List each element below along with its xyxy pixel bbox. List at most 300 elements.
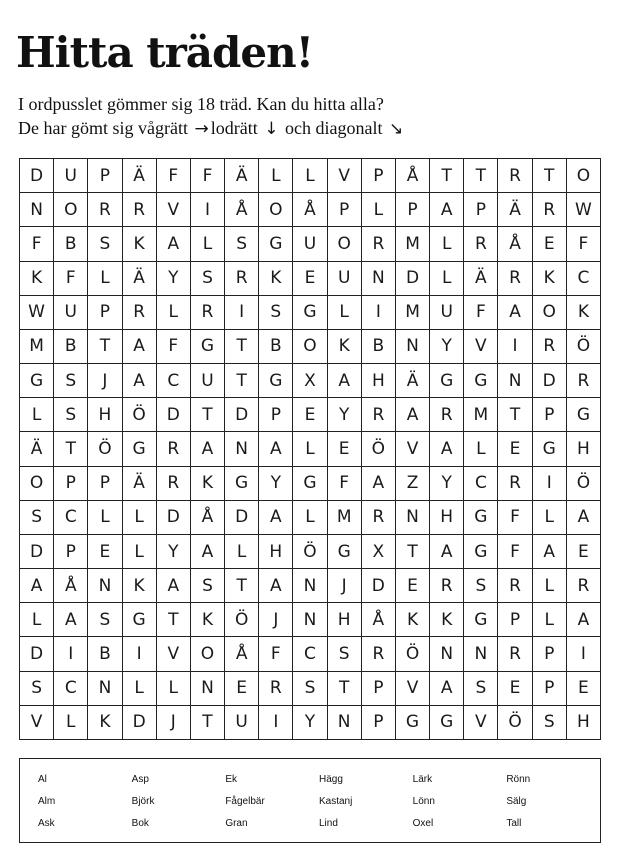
grid-cell[interactable]: X bbox=[293, 364, 327, 398]
grid-cell[interactable]: G bbox=[123, 603, 157, 637]
grid-cell[interactable]: G bbox=[430, 706, 464, 740]
grid-cell[interactable]: C bbox=[54, 672, 88, 706]
grid-cell[interactable]: G bbox=[464, 535, 498, 569]
grid-cell[interactable]: T bbox=[191, 398, 225, 432]
grid-cell[interactable]: A bbox=[157, 569, 191, 603]
grid-cell[interactable]: E bbox=[498, 672, 532, 706]
grid-cell[interactable]: G bbox=[191, 330, 225, 364]
grid-cell[interactable]: V bbox=[157, 193, 191, 227]
grid-cell[interactable]: R bbox=[498, 569, 532, 603]
word-list-item: Hägg bbox=[318, 773, 343, 785]
grid-cell[interactable]: L bbox=[88, 501, 122, 535]
grid-cell[interactable]: C bbox=[567, 262, 601, 296]
grid-cell[interactable]: Ö bbox=[498, 706, 532, 740]
grid-cell[interactable]: U bbox=[328, 262, 362, 296]
grid-cell[interactable]: I bbox=[225, 296, 259, 330]
grid-cell[interactable]: H bbox=[430, 501, 464, 535]
grid-cell[interactable]: F bbox=[191, 159, 225, 193]
grid-cell[interactable]: L bbox=[20, 398, 54, 432]
grid-cell[interactable]: W bbox=[20, 296, 54, 330]
grid-cell[interactable]: L bbox=[157, 672, 191, 706]
grid-cell[interactable]: K bbox=[430, 603, 464, 637]
grid-cell[interactable]: B bbox=[54, 330, 88, 364]
grid-cell[interactable]: V bbox=[20, 706, 54, 740]
grid-cell[interactable]: A bbox=[123, 330, 157, 364]
grid-cell[interactable]: E bbox=[533, 227, 567, 261]
grid-cell[interactable]: A bbox=[567, 603, 601, 637]
arrow-right-icon: → bbox=[194, 119, 209, 139]
letter-grid bbox=[19, 158, 601, 740]
grid-cell[interactable]: A bbox=[533, 535, 567, 569]
grid-cell[interactable]: F bbox=[259, 637, 293, 671]
grid-cell[interactable]: Å bbox=[293, 193, 327, 227]
grid-cell[interactable]: N bbox=[293, 603, 327, 637]
grid-cell[interactable]: Y bbox=[293, 706, 327, 740]
grid-cell[interactable]: S bbox=[20, 501, 54, 535]
grid-cell[interactable]: R bbox=[191, 296, 225, 330]
grid-cell[interactable]: Y bbox=[430, 330, 464, 364]
grid-cell[interactable]: R bbox=[498, 159, 532, 193]
grid-cell[interactable]: J bbox=[259, 603, 293, 637]
grid-cell[interactable]: V bbox=[464, 330, 498, 364]
grid-cell[interactable]: T bbox=[225, 569, 259, 603]
grid-cell[interactable]: W bbox=[567, 193, 601, 227]
grid-cell[interactable]: L bbox=[533, 569, 567, 603]
grid-cell[interactable]: K bbox=[259, 262, 293, 296]
grid-cell[interactable]: N bbox=[225, 432, 259, 466]
grid-cell[interactable]: O bbox=[191, 637, 225, 671]
grid-cell[interactable]: L bbox=[225, 535, 259, 569]
word-list-item: Kastanj bbox=[318, 795, 353, 807]
grid-cell[interactable]: Ä bbox=[464, 262, 498, 296]
grid-cell[interactable]: R bbox=[157, 432, 191, 466]
word-list bbox=[19, 758, 601, 843]
grid-cell[interactable]: N bbox=[396, 330, 430, 364]
grid-cell[interactable]: Y bbox=[157, 535, 191, 569]
grid-cell[interactable]: J bbox=[328, 569, 362, 603]
grid-cell[interactable]: A bbox=[123, 364, 157, 398]
grid-cell[interactable]: D bbox=[20, 637, 54, 671]
grid-cell[interactable]: T bbox=[328, 672, 362, 706]
grid-cell[interactable]: G bbox=[533, 432, 567, 466]
grid-cell[interactable]: R bbox=[259, 672, 293, 706]
grid-cell[interactable]: S bbox=[464, 569, 498, 603]
grid-cell[interactable]: R bbox=[498, 262, 532, 296]
grid-cell[interactable]: I bbox=[498, 330, 532, 364]
grid-cell[interactable]: K bbox=[567, 296, 601, 330]
grid-cell[interactable]: I bbox=[54, 637, 88, 671]
grid-cell[interactable]: F bbox=[464, 296, 498, 330]
grid-cell[interactable]: C bbox=[54, 501, 88, 535]
grid-cell[interactable]: Ä bbox=[123, 159, 157, 193]
grid-cell[interactable]: M bbox=[396, 296, 430, 330]
grid-cell[interactable]: K bbox=[20, 262, 54, 296]
grid-cell[interactable]: O bbox=[259, 193, 293, 227]
grid-cell[interactable]: G bbox=[123, 432, 157, 466]
grid-cell[interactable]: K bbox=[123, 227, 157, 261]
grid-cell[interactable]: Y bbox=[328, 398, 362, 432]
grid-cell[interactable]: N bbox=[88, 672, 122, 706]
grid-cell[interactable]: I bbox=[123, 637, 157, 671]
grid-cell[interactable]: G bbox=[567, 398, 601, 432]
grid-cell[interactable]: O bbox=[20, 467, 54, 501]
grid-cell[interactable]: T bbox=[54, 432, 88, 466]
grid-cell[interactable]: R bbox=[498, 637, 532, 671]
grid-cell[interactable]: A bbox=[157, 227, 191, 261]
grid-cell[interactable]: L bbox=[259, 159, 293, 193]
grid-cell[interactable]: Ä bbox=[225, 159, 259, 193]
grid-cell[interactable]: A bbox=[430, 193, 464, 227]
grid-cell[interactable]: B bbox=[54, 227, 88, 261]
grid-cell[interactable]: S bbox=[293, 672, 327, 706]
grid-cell[interactable]: N bbox=[191, 672, 225, 706]
grid-cell[interactable]: E bbox=[293, 262, 327, 296]
grid-cell[interactable]: A bbox=[54, 603, 88, 637]
grid-cell[interactable]: Ö bbox=[88, 432, 122, 466]
grid-cell[interactable]: J bbox=[88, 364, 122, 398]
grid-cell[interactable]: L bbox=[157, 296, 191, 330]
grid-cell[interactable]: P bbox=[54, 535, 88, 569]
grid-cell[interactable]: C bbox=[464, 467, 498, 501]
grid-cell[interactable]: I bbox=[533, 467, 567, 501]
grid-cell[interactable]: D bbox=[157, 398, 191, 432]
grid-cell[interactable]: P bbox=[464, 193, 498, 227]
grid-cell[interactable]: Ö bbox=[362, 432, 396, 466]
grid-cell[interactable]: R bbox=[533, 193, 567, 227]
grid-cell[interactable]: A bbox=[430, 535, 464, 569]
grid-cell[interactable]: L bbox=[293, 501, 327, 535]
grid-cell[interactable]: Ö bbox=[225, 603, 259, 637]
word-list-item: Asp bbox=[131, 773, 149, 785]
grid-cell[interactable]: G bbox=[328, 535, 362, 569]
grid-cell[interactable]: S bbox=[88, 603, 122, 637]
grid-cell[interactable]: G bbox=[464, 603, 498, 637]
grid-cell[interactable]: N bbox=[498, 364, 532, 398]
grid-cell[interactable]: A bbox=[259, 432, 293, 466]
grid-cell[interactable]: X bbox=[362, 535, 396, 569]
grid-cell[interactable]: H bbox=[567, 706, 601, 740]
grid-cell[interactable]: S bbox=[54, 398, 88, 432]
grid-cell[interactable]: L bbox=[54, 706, 88, 740]
grid-cell[interactable]: S bbox=[259, 296, 293, 330]
grid-cell[interactable]: K bbox=[88, 706, 122, 740]
word-list-item: Lärk bbox=[412, 773, 433, 785]
grid-cell[interactable]: K bbox=[396, 603, 430, 637]
grid-cell[interactable]: N bbox=[293, 569, 327, 603]
grid-cell[interactable]: S bbox=[88, 227, 122, 261]
grid-cell[interactable]: V bbox=[157, 637, 191, 671]
grid-cell[interactable]: N bbox=[362, 262, 396, 296]
grid-cell[interactable]: R bbox=[464, 227, 498, 261]
grid-cell[interactable]: D bbox=[225, 398, 259, 432]
grid-cell[interactable]: F bbox=[157, 159, 191, 193]
grid-cell[interactable]: Ä bbox=[123, 262, 157, 296]
grid-cell[interactable]: S bbox=[225, 227, 259, 261]
grid-cell[interactable]: M bbox=[20, 330, 54, 364]
grid-cell[interactable]: Ä bbox=[20, 432, 54, 466]
grid-cell[interactable]: U bbox=[191, 364, 225, 398]
grid-cell[interactable]: P bbox=[259, 398, 293, 432]
grid-cell[interactable]: L bbox=[430, 262, 464, 296]
grid-cell[interactable]: B bbox=[88, 637, 122, 671]
grid-cell[interactable]: H bbox=[88, 398, 122, 432]
grid-cell[interactable]: R bbox=[567, 364, 601, 398]
grid-cell[interactable]: I bbox=[567, 637, 601, 671]
grid-cell[interactable]: A bbox=[191, 432, 225, 466]
grid-cell[interactable]: H bbox=[328, 603, 362, 637]
grid-cell[interactable]: L bbox=[123, 672, 157, 706]
grid-cell[interactable]: Ö bbox=[567, 467, 601, 501]
grid-cell[interactable]: L bbox=[123, 501, 157, 535]
grid-cell[interactable]: B bbox=[362, 330, 396, 364]
grid-cell[interactable]: R bbox=[362, 227, 396, 261]
grid-cell[interactable]: F bbox=[20, 227, 54, 261]
grid-cell[interactable]: Å bbox=[225, 637, 259, 671]
grid-cell[interactable]: U bbox=[54, 296, 88, 330]
grid-cell[interactable]: G bbox=[464, 501, 498, 535]
grid-cell[interactable]: P bbox=[498, 603, 532, 637]
grid-cell[interactable]: F bbox=[328, 467, 362, 501]
grid-cell[interactable]: U bbox=[54, 159, 88, 193]
grid-cell[interactable]: A bbox=[430, 672, 464, 706]
grid-cell[interactable]: I bbox=[259, 706, 293, 740]
grid-cell[interactable]: L bbox=[328, 296, 362, 330]
grid-cell[interactable]: N bbox=[20, 193, 54, 227]
grid-cell[interactable]: R bbox=[430, 398, 464, 432]
grid-cell[interactable]: A bbox=[430, 432, 464, 466]
grid-cell[interactable]: D bbox=[123, 706, 157, 740]
grid-cell[interactable]: B bbox=[259, 330, 293, 364]
grid-cell[interactable]: D bbox=[533, 364, 567, 398]
grid-cell[interactable]: A bbox=[498, 296, 532, 330]
grid-cell[interactable]: L bbox=[20, 603, 54, 637]
word-list-item: Ek bbox=[225, 773, 237, 785]
grid-cell[interactable]: Ö bbox=[567, 330, 601, 364]
grid-cell[interactable]: C bbox=[293, 637, 327, 671]
grid-cell[interactable]: P bbox=[396, 193, 430, 227]
grid-cell[interactable]: V bbox=[396, 672, 430, 706]
grid-cell[interactable]: S bbox=[191, 569, 225, 603]
grid-cell[interactable]: A bbox=[567, 501, 601, 535]
grid-cell[interactable]: F bbox=[54, 262, 88, 296]
grid-cell[interactable]: K bbox=[328, 330, 362, 364]
grid-cell[interactable]: Y bbox=[259, 467, 293, 501]
grid-cell[interactable]: Å bbox=[225, 193, 259, 227]
grid-cell[interactable]: T bbox=[191, 706, 225, 740]
grid-cell[interactable]: O bbox=[533, 296, 567, 330]
grid-cell[interactable]: C bbox=[157, 364, 191, 398]
grid-cell[interactable]: S bbox=[54, 364, 88, 398]
grid-cell[interactable]: E bbox=[567, 535, 601, 569]
grid-cell[interactable]: I bbox=[362, 296, 396, 330]
grid-cell[interactable]: M bbox=[464, 398, 498, 432]
grid-cell[interactable]: N bbox=[464, 637, 498, 671]
grid-cell[interactable]: G bbox=[396, 706, 430, 740]
grid-cell[interactable]: A bbox=[20, 569, 54, 603]
grid-cell[interactable]: A bbox=[396, 398, 430, 432]
grid-cell[interactable]: P bbox=[362, 159, 396, 193]
grid-cell[interactable]: M bbox=[328, 501, 362, 535]
grid-cell[interactable]: Å bbox=[54, 569, 88, 603]
grid-cell[interactable]: R bbox=[88, 193, 122, 227]
grid-cell[interactable]: O bbox=[567, 159, 601, 193]
grid-cell[interactable]: M bbox=[396, 227, 430, 261]
grid-cell[interactable]: T bbox=[430, 159, 464, 193]
grid-cell[interactable]: A bbox=[259, 501, 293, 535]
grid-cell[interactable]: R bbox=[533, 330, 567, 364]
grid-cell[interactable]: N bbox=[396, 501, 430, 535]
grid-cell[interactable]: D bbox=[20, 535, 54, 569]
grid-cell[interactable]: N bbox=[430, 637, 464, 671]
grid-cell[interactable]: A bbox=[328, 364, 362, 398]
grid-cell[interactable]: H bbox=[362, 364, 396, 398]
grid-cell[interactable]: F bbox=[498, 501, 532, 535]
grid-cell[interactable]: Ä bbox=[123, 467, 157, 501]
grid-cell[interactable]: O bbox=[293, 330, 327, 364]
grid-cell[interactable]: K bbox=[533, 262, 567, 296]
grid-cell[interactable]: Ö bbox=[396, 637, 430, 671]
grid-cell[interactable]: P bbox=[88, 296, 122, 330]
grid-cell[interactable]: S bbox=[191, 262, 225, 296]
grid-cell[interactable]: K bbox=[191, 467, 225, 501]
grid-cell[interactable]: P bbox=[533, 672, 567, 706]
grid-cell[interactable]: G bbox=[225, 467, 259, 501]
grid-cell[interactable]: D bbox=[396, 262, 430, 296]
grid-cell[interactable]: R bbox=[498, 467, 532, 501]
grid-cell[interactable]: V bbox=[328, 159, 362, 193]
grid-cell[interactable]: Ä bbox=[396, 364, 430, 398]
grid-cell[interactable]: E bbox=[293, 398, 327, 432]
grid-cell[interactable]: T bbox=[396, 535, 430, 569]
grid-cell[interactable]: Å bbox=[498, 227, 532, 261]
grid-cell[interactable]: K bbox=[191, 603, 225, 637]
word-list-item: Ask bbox=[38, 818, 55, 830]
grid-cell[interactable]: T bbox=[225, 330, 259, 364]
grid-cell[interactable]: K bbox=[123, 569, 157, 603]
grid-cell[interactable]: G bbox=[259, 364, 293, 398]
instructions-line-1: I ordpusslet gömmer sig 18 träd. Kan du hitta alla? bbox=[18, 94, 384, 114]
grid-cell[interactable]: L bbox=[293, 432, 327, 466]
grid-cell[interactable]: I bbox=[191, 193, 225, 227]
grid-cell[interactable]: U bbox=[225, 706, 259, 740]
grid-cell[interactable]: G bbox=[430, 364, 464, 398]
grid-cell[interactable]: N bbox=[88, 569, 122, 603]
grid-cell[interactable]: S bbox=[464, 672, 498, 706]
grid-cell[interactable]: L bbox=[362, 193, 396, 227]
grid-cell[interactable]: E bbox=[225, 672, 259, 706]
grid-cell[interactable]: S bbox=[533, 706, 567, 740]
grid-cell[interactable]: R bbox=[225, 262, 259, 296]
grid-cell[interactable]: Å bbox=[362, 603, 396, 637]
grid-cell[interactable]: Y bbox=[430, 467, 464, 501]
grid-cell[interactable]: P bbox=[88, 467, 122, 501]
word-list-item: Tall bbox=[506, 818, 522, 830]
grid-cell[interactable]: E bbox=[88, 535, 122, 569]
grid-cell[interactable]: T bbox=[157, 603, 191, 637]
grid-cell[interactable]: Å bbox=[191, 501, 225, 535]
grid-cell[interactable]: Å bbox=[396, 159, 430, 193]
grid-cell[interactable]: T bbox=[225, 364, 259, 398]
grid-cell[interactable]: O bbox=[328, 227, 362, 261]
grid-cell[interactable]: L bbox=[293, 159, 327, 193]
grid-cell[interactable]: F bbox=[567, 227, 601, 261]
grid-cell[interactable]: Ö bbox=[123, 398, 157, 432]
grid-cell[interactable]: S bbox=[20, 672, 54, 706]
grid-cell[interactable]: L bbox=[88, 262, 122, 296]
grid-cell[interactable]: L bbox=[533, 501, 567, 535]
grid-cell[interactable]: A bbox=[259, 569, 293, 603]
grid-cell[interactable]: Ö bbox=[293, 535, 327, 569]
grid-cell[interactable]: G bbox=[293, 467, 327, 501]
grid-cell[interactable]: L bbox=[191, 227, 225, 261]
grid-cell[interactable]: U bbox=[430, 296, 464, 330]
grid-cell[interactable]: R bbox=[362, 398, 396, 432]
grid-cell[interactable]: O bbox=[54, 193, 88, 227]
grid-cell[interactable]: J bbox=[157, 706, 191, 740]
grid-cell[interactable]: V bbox=[396, 432, 430, 466]
grid-cell[interactable]: T bbox=[533, 159, 567, 193]
grid-cell[interactable]: R bbox=[157, 467, 191, 501]
grid-cell[interactable]: H bbox=[259, 535, 293, 569]
grid-cell[interactable]: Z bbox=[396, 467, 430, 501]
grid-cell[interactable]: A bbox=[362, 467, 396, 501]
grid-cell[interactable]: N bbox=[328, 706, 362, 740]
grid-cell[interactable]: P bbox=[328, 193, 362, 227]
grid-cell[interactable]: G bbox=[293, 296, 327, 330]
grid-cell[interactable]: P bbox=[362, 706, 396, 740]
grid-cell[interactable]: F bbox=[157, 330, 191, 364]
grid-cell[interactable]: G bbox=[464, 364, 498, 398]
grid-cell[interactable]: R bbox=[362, 501, 396, 535]
grid-cell[interactable]: P bbox=[362, 672, 396, 706]
grid-cell[interactable]: P bbox=[88, 159, 122, 193]
grid-cell[interactable]: A bbox=[191, 535, 225, 569]
grid-cell[interactable]: P bbox=[533, 637, 567, 671]
grid-cell[interactable]: E bbox=[328, 432, 362, 466]
grid-cell[interactable]: T bbox=[464, 159, 498, 193]
grid-cell[interactable]: D bbox=[362, 569, 396, 603]
grid-cell[interactable]: R bbox=[123, 296, 157, 330]
grid-cell[interactable]: G bbox=[259, 227, 293, 261]
grid-cell[interactable]: R bbox=[123, 193, 157, 227]
grid-cell[interactable]: E bbox=[498, 432, 532, 466]
grid-cell[interactable]: P bbox=[54, 467, 88, 501]
grid-cell[interactable]: L bbox=[533, 603, 567, 637]
grid-cell[interactable]: R bbox=[567, 569, 601, 603]
grid-cell[interactable]: R bbox=[430, 569, 464, 603]
grid-cell[interactable]: S bbox=[328, 637, 362, 671]
grid-cell[interactable]: T bbox=[498, 398, 532, 432]
grid-cell[interactable]: Y bbox=[157, 262, 191, 296]
grid-cell[interactable]: L bbox=[430, 227, 464, 261]
grid-cell[interactable]: L bbox=[464, 432, 498, 466]
grid-cell[interactable]: T bbox=[88, 330, 122, 364]
grid-cell[interactable]: G bbox=[20, 364, 54, 398]
grid-cell[interactable]: E bbox=[396, 569, 430, 603]
grid-cell[interactable]: H bbox=[567, 432, 601, 466]
grid-cell[interactable]: L bbox=[123, 535, 157, 569]
grid-cell[interactable]: V bbox=[464, 706, 498, 740]
grid-cell[interactable]: D bbox=[157, 501, 191, 535]
grid-cell[interactable]: E bbox=[567, 672, 601, 706]
grid-cell[interactable]: F bbox=[498, 535, 532, 569]
grid-cell[interactable]: P bbox=[533, 398, 567, 432]
grid-cell[interactable]: D bbox=[20, 159, 54, 193]
grid-cell[interactable]: R bbox=[362, 637, 396, 671]
grid-cell[interactable]: D bbox=[225, 501, 259, 535]
grid-cell[interactable]: Ä bbox=[498, 193, 532, 227]
grid-cell[interactable]: U bbox=[293, 227, 327, 261]
